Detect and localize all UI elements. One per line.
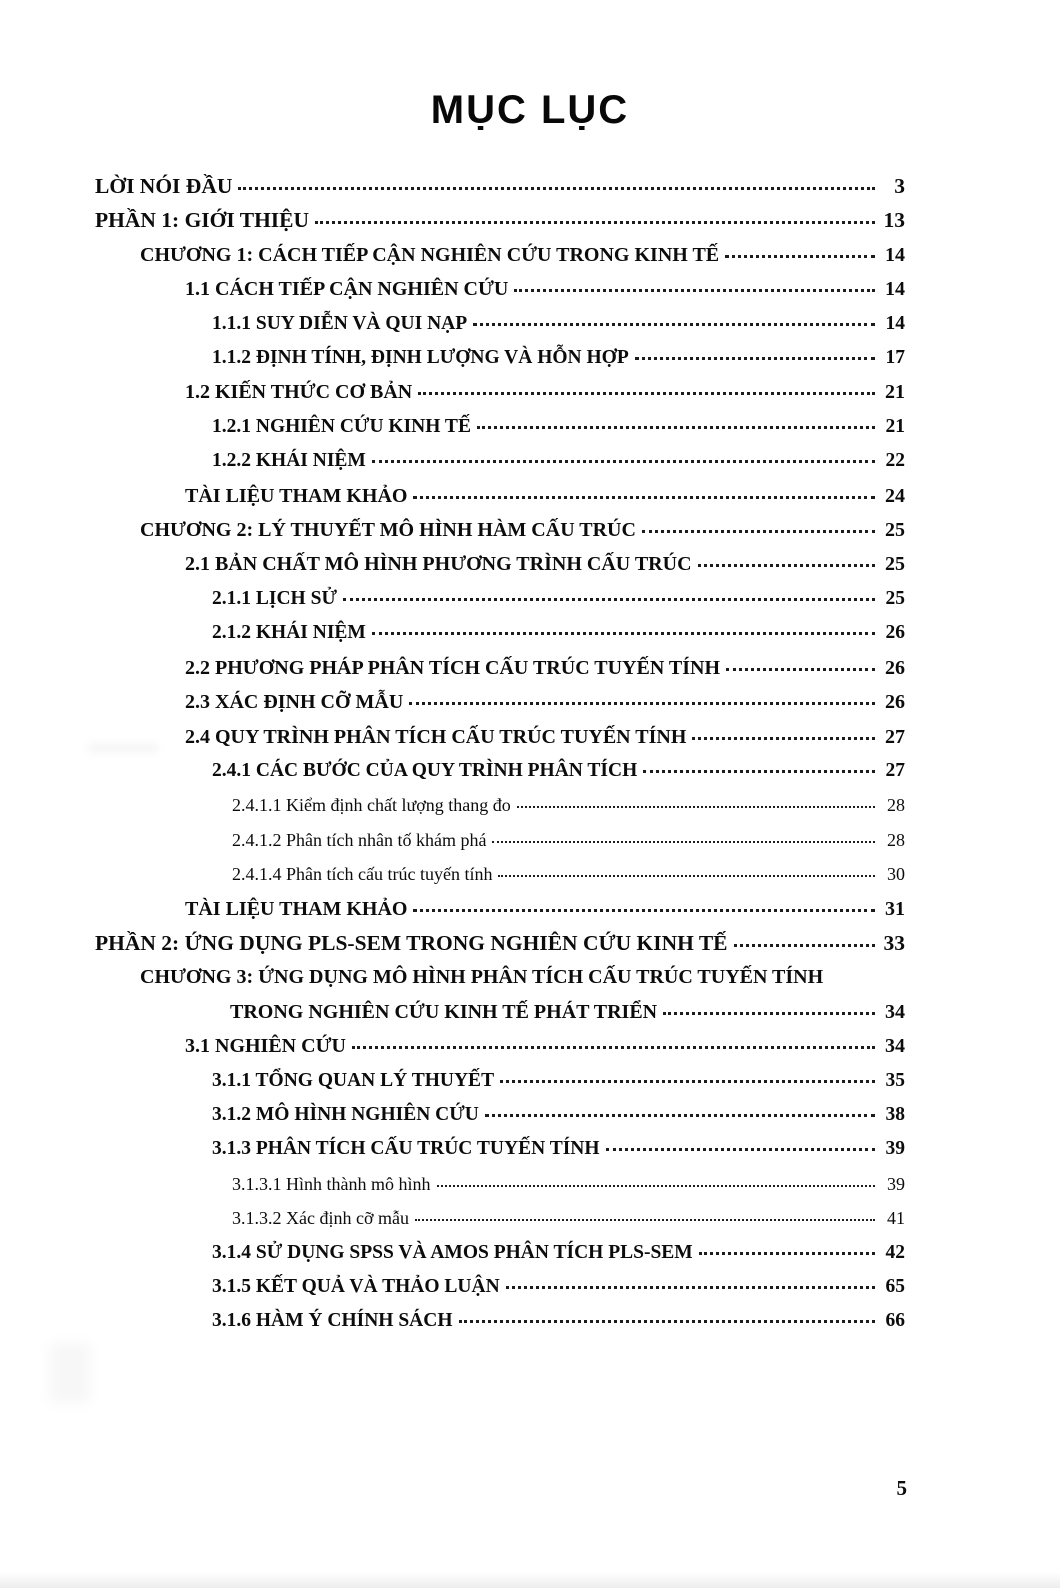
toc-entry-line bbox=[95, 857, 905, 891]
toc-entry-line bbox=[95, 788, 905, 822]
toc-entry-line bbox=[95, 685, 905, 719]
toc-entry-label: 3.1.5 KẾT QUẢ VÀ THẢO LUẬN bbox=[212, 1276, 500, 1297]
toc-entry-page: 17 bbox=[885, 347, 905, 369]
dot-leader bbox=[643, 770, 875, 773]
toc-entry-page: 41 bbox=[887, 1208, 905, 1229]
toc-entry-label: PHẦN 1: GIỚI THIỆU bbox=[95, 208, 310, 233]
toc-entry-label: 1.2.2 KHÁI NIỆM bbox=[212, 450, 366, 472]
toc-entry bbox=[95, 926, 905, 960]
toc-entry-label: 2.1 BẢN CHẤT MÔ HÌNH PHƯƠNG TRÌNH CẤU TRÚC bbox=[185, 553, 692, 576]
toc-entry-page: 33 bbox=[883, 930, 905, 955]
toc-entry bbox=[95, 272, 905, 306]
dot-leader bbox=[418, 392, 875, 395]
toc-entry-page: 14 bbox=[885, 243, 905, 266]
toc-entry-label: CHƯƠNG 3: ỨNG DỤNG MÔ HÌNH PHÂN TÍCH CẤU TRÚC TUYẾN TÍNH bbox=[140, 966, 824, 989]
toc-entry-page: 25 bbox=[885, 553, 905, 576]
toc-entry-label: PHẦN 2: ỨNG DỤNG PLS-SEM TRONG NGHIÊN CỨU KINH TẾ bbox=[95, 930, 728, 955]
dot-leader bbox=[372, 460, 875, 463]
dot-leader bbox=[352, 1046, 875, 1049]
toc-entry-page: 28 bbox=[887, 829, 905, 850]
toc-entry bbox=[95, 341, 905, 375]
toc-entry-line bbox=[95, 272, 905, 306]
toc-entry-label: 3.1.2 MÔ HÌNH NGHIÊN CỨU bbox=[212, 1103, 479, 1125]
toc-entry bbox=[95, 823, 905, 857]
toc-entry-label: 1.2 KIẾN THỨC CƠ BẢN bbox=[185, 381, 413, 404]
toc-entry bbox=[95, 513, 905, 547]
toc-entry-page: 26 bbox=[885, 622, 905, 644]
toc-entry bbox=[95, 788, 905, 822]
toc-entry bbox=[95, 169, 905, 203]
dot-leader bbox=[459, 1320, 875, 1323]
scan-artifact-bottom bbox=[0, 1572, 1060, 1588]
toc-entry-page: 35 bbox=[885, 1069, 905, 1091]
toc-entry-label: 3.1.1 TỔNG QUAN LÝ THUYẾT bbox=[212, 1069, 495, 1091]
toc-entry-line bbox=[95, 1167, 905, 1201]
dot-leader bbox=[473, 323, 875, 326]
toc-entry-page: 3 bbox=[894, 174, 905, 198]
toc-entry-line bbox=[95, 1201, 905, 1235]
dot-leader bbox=[725, 255, 875, 258]
toc-entry-line bbox=[95, 754, 905, 788]
toc-entry-line bbox=[95, 547, 905, 581]
toc-entry bbox=[95, 616, 905, 650]
toc-entry-label: TÀI LIỆU THAM KHẢO bbox=[185, 484, 408, 507]
dot-leader bbox=[500, 1080, 875, 1083]
toc-entry-line bbox=[95, 513, 905, 547]
toc-entry bbox=[95, 1304, 905, 1338]
toc-entry-page: 28 bbox=[887, 795, 905, 816]
toc-entry bbox=[95, 547, 905, 581]
toc-entry bbox=[95, 1132, 905, 1166]
dot-leader bbox=[642, 530, 875, 533]
toc-entry-label: 2.1.2 KHÁI NIỆM bbox=[212, 622, 366, 644]
dot-leader bbox=[517, 806, 875, 808]
dot-leader bbox=[492, 841, 875, 843]
toc-entry bbox=[95, 960, 905, 1029]
toc-entry-label: 2.4.1.1 Kiểm định chất lượng thang đo bbox=[232, 795, 511, 816]
toc-entry-page: 31 bbox=[885, 897, 905, 920]
toc-entry-line bbox=[95, 410, 905, 444]
toc-entry-label-continuation: TRONG NGHIÊN CỨU KINH TẾ PHÁT TRIỂN bbox=[230, 1000, 658, 1023]
toc-entry-label: CHƯƠNG 1: CÁCH TIẾP CẬN NGHIÊN CỨU TRONG KINH TẾ bbox=[140, 243, 720, 266]
dot-leader bbox=[514, 289, 875, 292]
dot-leader bbox=[437, 1185, 876, 1187]
toc-entry bbox=[95, 375, 905, 409]
toc-entry-line bbox=[95, 892, 905, 926]
toc-entry-line bbox=[95, 651, 905, 685]
page-title: MỤC LỤC bbox=[430, 88, 630, 132]
toc-entry-label: 3.1 NGHIÊN CỨU bbox=[185, 1035, 346, 1058]
toc-entry-line bbox=[95, 1236, 905, 1270]
toc-entry-label: 3.1.3.1 Hình thành mô hình bbox=[232, 1173, 431, 1194]
toc-entry-label: 3.1.4 SỬ DỤNG SPSS VÀ AMOS PHÂN TÍCH PLS-SEM bbox=[212, 1241, 693, 1263]
toc-entry-line bbox=[95, 1132, 905, 1166]
toc-entry bbox=[95, 892, 905, 926]
toc-entry-page: 13 bbox=[883, 208, 905, 233]
toc-entry-line bbox=[95, 616, 905, 650]
dot-leader bbox=[726, 668, 875, 671]
toc-list bbox=[95, 169, 905, 1339]
toc-entry bbox=[95, 1201, 905, 1235]
toc-entry bbox=[95, 1098, 905, 1132]
toc-entry-page: 34 bbox=[885, 1000, 905, 1023]
toc-entry-label: 2.4.1.2 Phân tích nhân tố khám phá bbox=[232, 829, 487, 850]
toc-entry-label: 1.1.2 ĐỊNH TÍNH, ĐỊNH LƯỢNG VÀ HỖN HỢP bbox=[212, 347, 629, 369]
dot-leader bbox=[415, 1219, 875, 1221]
toc-entry-label: 1.2.1 NGHIÊN CỨU KINH TẾ bbox=[212, 415, 471, 437]
toc-entry-page: 38 bbox=[885, 1103, 905, 1125]
toc-entry-label: 3.1.3 PHÂN TÍCH CẤU TRÚC TUYẾN TÍNH bbox=[212, 1138, 600, 1160]
toc-entry bbox=[95, 307, 905, 341]
toc-entry bbox=[95, 720, 905, 754]
toc-entry-line bbox=[95, 1064, 905, 1098]
dot-leader bbox=[635, 357, 875, 360]
scan-artifact-smudge bbox=[50, 1343, 90, 1403]
toc-entry-line bbox=[95, 1029, 905, 1063]
toc-entry-line bbox=[95, 203, 905, 237]
toc-entry-line bbox=[95, 720, 905, 754]
toc-entry-page: 14 bbox=[885, 278, 905, 301]
toc-entry-line bbox=[95, 238, 905, 272]
toc-entry bbox=[95, 410, 905, 444]
toc-entry-label: CHƯƠNG 2: LÝ THUYẾT MÔ HÌNH HÀM CẤU TRÚC bbox=[140, 519, 636, 542]
toc-entry-line bbox=[95, 926, 905, 960]
dot-leader bbox=[409, 702, 875, 705]
toc-entry-page: 24 bbox=[885, 484, 905, 507]
toc-entry-label: 1.1 CÁCH TIẾP CẬN NGHIÊN CỨU bbox=[185, 278, 509, 301]
toc-entry-line bbox=[95, 960, 905, 994]
dot-leader bbox=[699, 1252, 875, 1255]
toc-entry bbox=[95, 444, 905, 478]
dot-leader bbox=[606, 1148, 875, 1151]
toc-entry-line-continuation bbox=[95, 995, 905, 1029]
toc-entry-label: 2.4.1.4 Phân tích cấu trúc tuyến tính bbox=[232, 864, 493, 885]
toc-entry-label: 2.1.1 LỊCH SỬ bbox=[212, 587, 337, 609]
toc-entry-page: 26 bbox=[885, 691, 905, 714]
toc-entry bbox=[95, 1029, 905, 1063]
dot-leader bbox=[315, 221, 875, 224]
toc-entry bbox=[95, 479, 905, 513]
toc-entry bbox=[95, 1167, 905, 1201]
dot-leader bbox=[498, 875, 875, 877]
toc-entry-line bbox=[95, 341, 905, 375]
dot-leader bbox=[413, 909, 875, 912]
toc-entry bbox=[95, 238, 905, 272]
footer-page-number: 5 bbox=[896, 1476, 907, 1500]
toc-entry-page: 34 bbox=[885, 1035, 905, 1058]
dot-leader bbox=[372, 632, 875, 635]
dot-leader bbox=[692, 737, 875, 740]
toc-entry-label: LỜI NÓI ĐẦU bbox=[95, 174, 233, 198]
dot-leader bbox=[663, 1012, 875, 1015]
toc-entry bbox=[95, 1064, 905, 1098]
toc-entry-line bbox=[95, 444, 905, 478]
toc-entry bbox=[95, 754, 905, 788]
toc-entry-label: 3.1.3.2 Xác định cỡ mẫu bbox=[232, 1208, 409, 1229]
toc-entry-page: 14 bbox=[885, 312, 905, 334]
toc-entry-page: 22 bbox=[885, 450, 905, 472]
dot-leader bbox=[698, 564, 875, 567]
toc-entry-label: 3.1.6 HÀM Ý CHÍNH SÁCH bbox=[212, 1310, 453, 1332]
toc-entry-page: 39 bbox=[885, 1138, 905, 1160]
toc-entry-label: TÀI LIỆU THAM KHẢO bbox=[185, 897, 408, 920]
toc-entry bbox=[95, 857, 905, 891]
toc-entry-line bbox=[95, 307, 905, 341]
toc-entry-page: 21 bbox=[885, 381, 905, 404]
toc-entry-page: 25 bbox=[885, 587, 905, 609]
toc-entry-page: 25 bbox=[885, 519, 905, 542]
toc-entry-label: 2.3 XÁC ĐỊNH CỠ MẪU bbox=[185, 691, 404, 714]
toc-entry-line bbox=[95, 823, 905, 857]
toc-entry-line bbox=[95, 582, 905, 616]
toc-entry-line bbox=[95, 1304, 905, 1338]
toc-entry-page: 66 bbox=[885, 1310, 905, 1332]
toc-entry-line bbox=[95, 375, 905, 409]
toc-entry-page: 27 bbox=[885, 725, 905, 748]
toc-entry-page: 39 bbox=[887, 1173, 905, 1194]
toc-entry bbox=[95, 651, 905, 685]
toc-entry-page: 30 bbox=[887, 864, 905, 885]
dot-leader bbox=[506, 1286, 875, 1289]
dot-leader bbox=[343, 598, 875, 601]
dot-leader bbox=[485, 1114, 875, 1117]
toc-entry-page: 27 bbox=[885, 759, 905, 781]
dot-leader bbox=[477, 426, 875, 429]
dot-leader bbox=[238, 187, 875, 190]
toc-entry-label: 1.1.1 SUY DIỄN VÀ QUI NẠP bbox=[212, 312, 468, 334]
dot-leader bbox=[413, 496, 875, 499]
toc-entry-page: 26 bbox=[885, 656, 905, 679]
toc-entry-page: 21 bbox=[885, 415, 905, 437]
toc-entry bbox=[95, 1236, 905, 1270]
toc-entry-line bbox=[95, 1270, 905, 1304]
toc-entry bbox=[95, 582, 905, 616]
toc-entry-page: 42 bbox=[885, 1241, 905, 1263]
toc-entry-label: 2.4.1 CÁC BƯỚC CỦA QUY TRÌNH PHÂN TÍCH bbox=[212, 759, 638, 781]
toc-entry-line bbox=[95, 479, 905, 513]
toc-entry-line bbox=[95, 169, 905, 203]
toc-entry-label: 2.4 QUY TRÌNH PHÂN TÍCH CẤU TRÚC TUYẾN TÍNH bbox=[185, 725, 687, 748]
toc-entry-label: 2.2 PHƯƠNG PHÁP PHÂN TÍCH CẤU TRÚC TUYẾN TÍNH bbox=[185, 656, 721, 679]
toc-entry bbox=[95, 203, 905, 237]
toc-entry bbox=[95, 1270, 905, 1304]
dot-leader bbox=[734, 944, 876, 947]
toc-entry-page: 65 bbox=[885, 1276, 905, 1297]
toc-entry-line bbox=[95, 1098, 905, 1132]
toc-entry bbox=[95, 685, 905, 719]
